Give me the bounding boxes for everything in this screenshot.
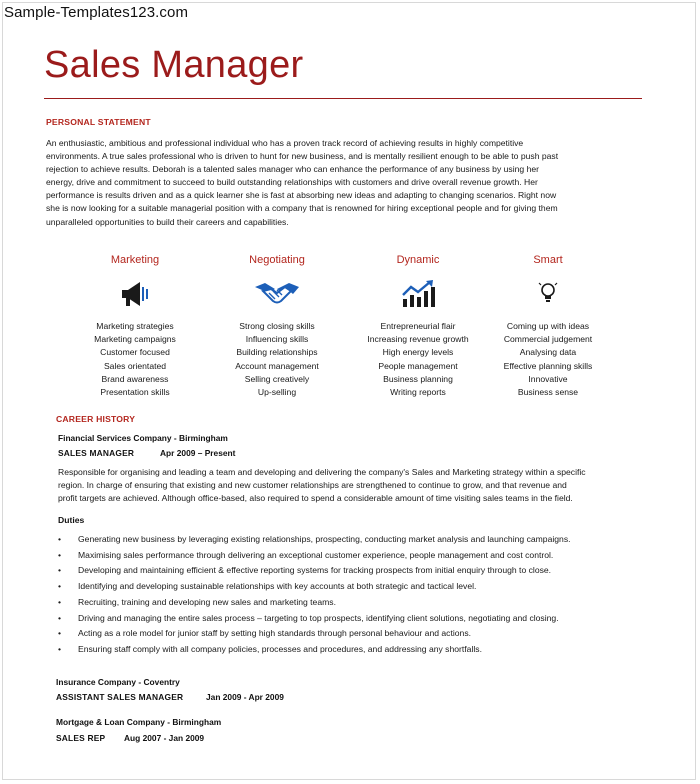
growth-chart-icon bbox=[343, 268, 493, 320]
job-dates: Apr 2009 – Present bbox=[160, 448, 236, 458]
bullet: • bbox=[58, 581, 62, 592]
job-company: Mortgage & Loan Company - Birmingham bbox=[56, 717, 222, 727]
career-history-heading: CAREER HISTORY bbox=[56, 414, 136, 424]
job-description-line: Responsible for organising and leading a team and developing and delivering the company's Sales and Marketing strategy within a specific bbox=[58, 467, 586, 477]
skills-grid bbox=[60, 252, 620, 402]
bullet: • bbox=[58, 612, 62, 623]
statement-line: she is now looking for a suitable managerial position with a company that is renowned for hiring exceptional people and for giving them bbox=[46, 203, 558, 214]
skill-heading: Dynamic bbox=[396, 254, 440, 266]
skill-item: Brand awareness bbox=[101, 373, 169, 384]
job-dates: Aug 2007 - Jan 2009 bbox=[124, 733, 205, 743]
skill-item: Commercial judgement bbox=[503, 334, 593, 345]
duty-item bbox=[58, 595, 658, 611]
title-divider bbox=[44, 98, 642, 99]
duty-text: Driving and managing the entire sales process – targeting to top prospects, identifying client solutions, negotiating and closing. bbox=[78, 612, 559, 623]
job-description-line: profit targets are achieved. Although office-based, also required to spend a considerable amount of time visiting sales teams in the field. bbox=[58, 493, 573, 503]
duty-item bbox=[58, 563, 658, 579]
skill-heading: Marketing bbox=[110, 254, 160, 266]
skill-item: Selling creatively bbox=[244, 373, 310, 384]
skill-list bbox=[343, 320, 493, 399]
statement-line: performance is results driven and as a quick learner she is fast at absorbing new ideas and adapting to changing scenarios. Right now bbox=[46, 190, 557, 201]
job-company: Financial Services Company - Birmingham bbox=[58, 433, 228, 443]
megaphone-icon bbox=[60, 268, 210, 320]
skill-item: Business planning bbox=[383, 373, 453, 384]
skill-item: Analysing data bbox=[519, 347, 577, 358]
duty-item bbox=[58, 626, 658, 642]
duty-text: Ensuring staff comply with all company policies, processes and procedures, and addressing any shortfalls. bbox=[78, 643, 482, 654]
skill-list bbox=[202, 320, 352, 399]
duty-item bbox=[58, 642, 658, 658]
duties-list bbox=[58, 532, 658, 658]
bullet: • bbox=[58, 534, 62, 544]
job-role: SALES MANAGER bbox=[58, 448, 135, 458]
skill-heading: Smart bbox=[533, 254, 563, 266]
skill-item: Strong closing skills bbox=[239, 321, 315, 331]
skill-heading: Negotiating bbox=[249, 254, 305, 266]
statement-line: unparalleled opportunities to build their careers and capabilities. bbox=[46, 216, 289, 227]
skill-item: High energy levels bbox=[382, 347, 454, 358]
skill-item: Innovative bbox=[528, 373, 568, 384]
skill-item: Customer focused bbox=[100, 347, 170, 358]
job-role: SALES REP bbox=[56, 733, 106, 743]
skill-item: Increasing revenue growth bbox=[367, 334, 469, 345]
duties-heading: Duties bbox=[58, 515, 85, 525]
duty-text: Generating new business by leveraging existing relationships, prospecting, conducting market analysis and launching campaigns. bbox=[78, 534, 571, 544]
bullet: • bbox=[58, 549, 62, 560]
bullet: • bbox=[58, 643, 62, 654]
statement-line: environments. A true sales professional who is driven to hunt for new business, and is mentally resilient enough to be able to push past bbox=[46, 151, 559, 162]
skill-item: Building relationships bbox=[236, 347, 318, 358]
statement-line: energy, drive and commitment to succeed to build outstanding relationships with customers and drive overall revenue growth. Her bbox=[46, 177, 538, 188]
skill-item: Marketing campaigns bbox=[94, 334, 176, 345]
duty-item bbox=[58, 611, 658, 627]
skill-item: People management bbox=[378, 360, 458, 371]
watermark: Sample-Templates123.com bbox=[4, 4, 189, 21]
skill-item: Account management bbox=[235, 360, 319, 371]
personal-statement-text bbox=[46, 137, 646, 229]
skill-item: Presentation skills bbox=[100, 387, 170, 398]
bullet: • bbox=[58, 596, 62, 607]
skill-column-negotiating bbox=[202, 252, 352, 399]
duty-text: Developing and maintaining efficient & effective reporting systems for tracking prospects from initial enquiry through to close. bbox=[78, 565, 552, 576]
statement-line: An enthusiastic, ambitious and professional individual who has a proven track record of achieving results in highly competitive bbox=[46, 138, 524, 148]
skill-column-marketing bbox=[60, 252, 210, 399]
job-description-line: region. In charge of ensuring that existing and new customer relationships are strengthened to continue to grow, and that revenue and bbox=[58, 480, 567, 490]
skill-item: Influencing skills bbox=[245, 334, 309, 345]
skill-item: Sales orientated bbox=[103, 360, 167, 371]
skill-item: Business sense bbox=[517, 387, 579, 398]
duty-text: Acting as a role model for junior staff by setting high standards through personal behaviour and actions. bbox=[78, 628, 472, 639]
skill-item: Marketing strategies bbox=[96, 321, 174, 331]
skill-item: Writing reports bbox=[390, 387, 446, 398]
bullet: • bbox=[58, 628, 62, 639]
duty-item bbox=[58, 532, 658, 548]
lightbulb-icon bbox=[473, 268, 623, 320]
duty-item bbox=[58, 548, 658, 564]
duty-item bbox=[58, 579, 658, 595]
skill-item: Coming up with ideas bbox=[506, 321, 590, 331]
job-dates: Jan 2009 - Apr 2009 bbox=[206, 692, 284, 702]
job-role: ASSISTANT SALES MANAGER bbox=[56, 692, 184, 702]
skill-item: Up-selling bbox=[257, 387, 297, 398]
duty-text: Identifying and developing sustainable relationships with key accounts at both strategic and tactical level. bbox=[78, 581, 477, 592]
duty-text: Maximising sales performance through delivering an exceptional customer experience, people management and cost control. bbox=[78, 549, 554, 560]
skill-item: Entrepreneurial flair bbox=[380, 321, 456, 331]
skill-list bbox=[473, 320, 623, 399]
skill-column-smart bbox=[473, 252, 623, 399]
duty-text: Recruiting, training and developing new sales and marketing teams. bbox=[78, 596, 336, 607]
page-title: Sales Manager bbox=[44, 44, 304, 86]
skill-column-dynamic bbox=[343, 252, 493, 399]
handshake-icon bbox=[202, 268, 352, 320]
skill-item: Effective planning skills bbox=[503, 360, 593, 371]
job-company: Insurance Company - Coventry bbox=[56, 677, 180, 687]
job-description bbox=[58, 466, 658, 505]
bullet: • bbox=[58, 565, 62, 576]
statement-line: rejection to achieve results. Deborah is a talented sales manager who can enhance the performance of any business by using her bbox=[46, 164, 539, 175]
skill-list bbox=[60, 320, 210, 399]
personal-statement-heading: PERSONAL STATEMENT bbox=[46, 117, 151, 127]
